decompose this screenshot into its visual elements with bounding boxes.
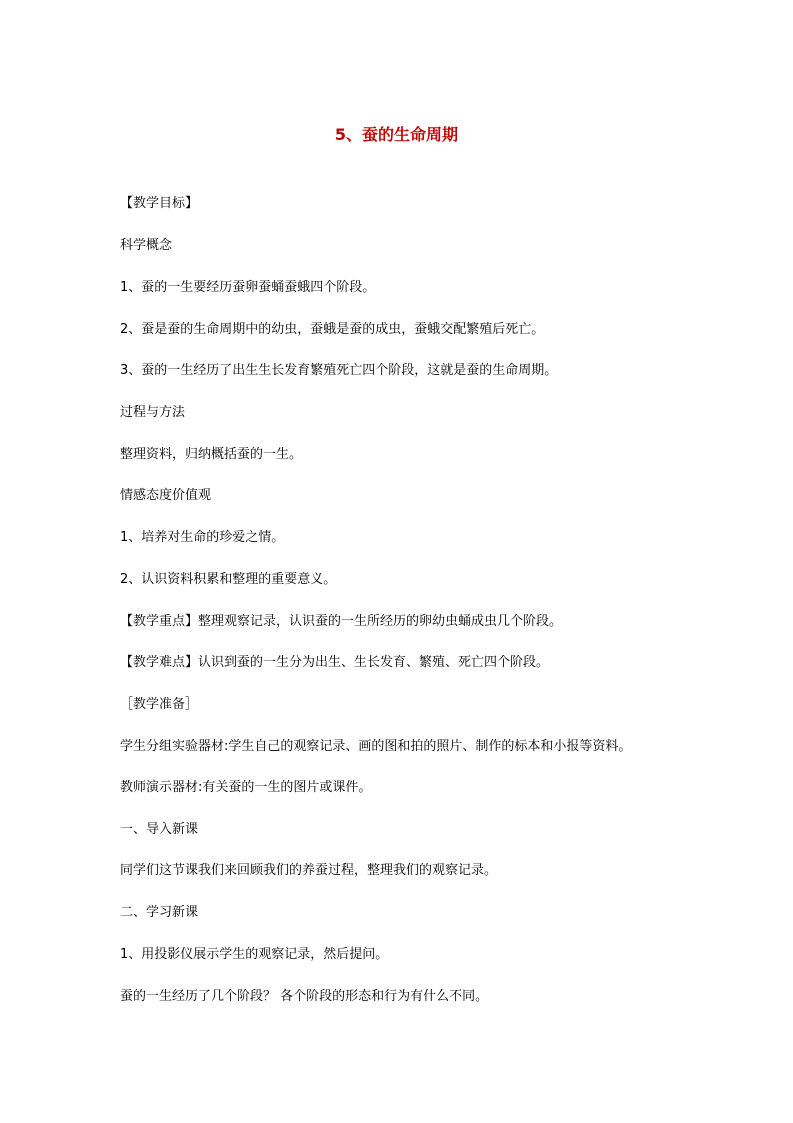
- subheading-attitudes-values: 情感态度价值观: [120, 488, 212, 503]
- subheading-science-concepts: 科学概念: [120, 238, 173, 253]
- paragraph: 整理资料，归纳概括蚕的一生。: [120, 447, 303, 462]
- section-heading-preparation: ［教学准备］: [120, 697, 199, 712]
- document-title: 5、蚕的生命周期: [334, 125, 459, 144]
- paragraph: 学生分组实验器材:学生自己的观察记录、画的图和拍的照片、制作的标本和小报等资料。: [120, 739, 632, 754]
- section-heading-new-lesson: 二、学习新课: [120, 905, 199, 920]
- section-teaching-difficulty: 【教学难点】认识到蚕的一生分为出生、生长发育、繁殖、死亡四个阶段。: [120, 655, 550, 670]
- paragraph: 1、培养对生命的珍爱之情。: [120, 530, 285, 545]
- paragraph: 教师演示器材:有关蚕的一生的图片或课件。: [120, 780, 372, 795]
- paragraph: 2、认识资料积累和整理的重要意义。: [120, 572, 337, 587]
- paragraph: 蚕的一生经历了几个阶段？ 各个阶段的形态和行为有什么不同。: [120, 989, 489, 1004]
- paragraph: 1、用投影仪展示学生的观察记录，然后提问。: [120, 947, 389, 962]
- subheading-process-methods: 过程与方法: [120, 405, 186, 420]
- section-teaching-focus: 【教学重点】整理观察记录，认识蚕的一生所经历的卵幼虫蛹成虫几个阶段。: [120, 614, 563, 629]
- section-heading-objectives: 【教学目标】: [120, 196, 199, 211]
- paragraph: 2、蚕是蚕的生命周期中的幼虫，蚕蛾是蚕的成虫，蚕蛾交配繁殖后死亡。: [120, 322, 545, 337]
- paragraph: 同学们这节课我们来回顾我们的养蚕过程，整理我们的观察记录。: [120, 863, 498, 878]
- paragraph: 1、蚕的一生要经历蚕卵蚕蛹蚕蛾四个阶段。: [120, 280, 376, 295]
- section-heading-introduction: 一、导入新课: [120, 822, 199, 837]
- paragraph: 3、蚕的一生经历了出生生长发育繁殖死亡四个阶段，这就是蚕的生命周期。: [120, 363, 558, 378]
